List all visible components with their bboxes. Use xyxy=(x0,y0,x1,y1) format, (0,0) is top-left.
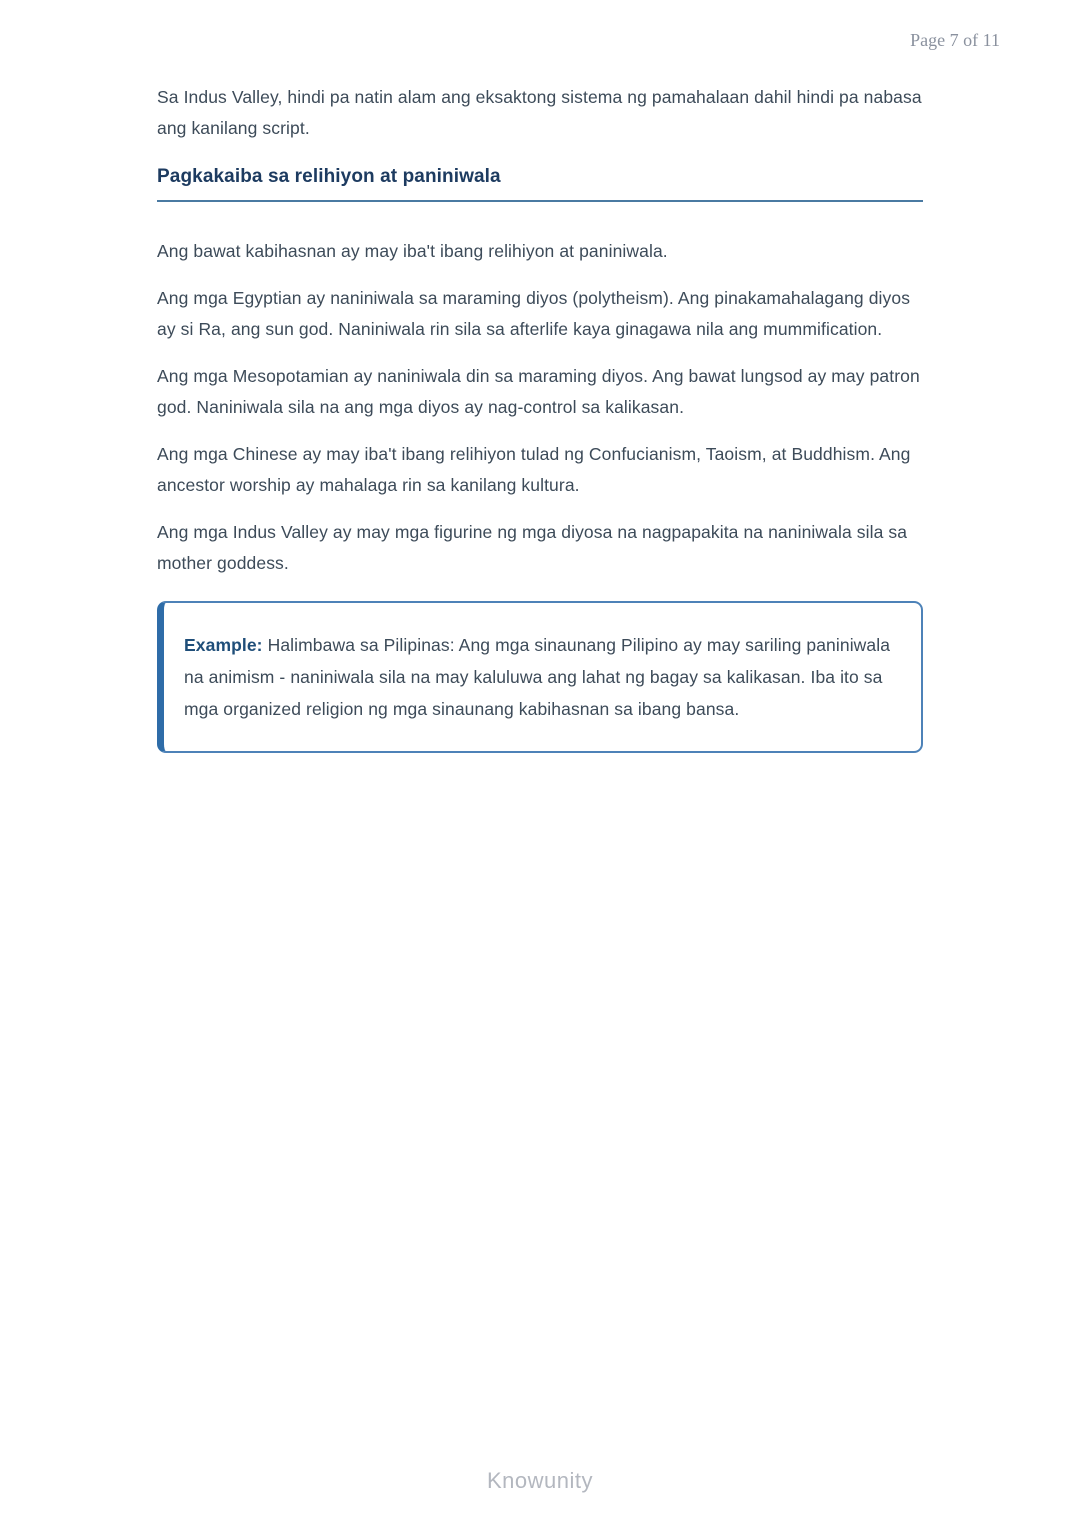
page-indicator: Page 7 of 11 xyxy=(910,30,1000,50)
example-callout-box xyxy=(157,601,923,753)
example-text xyxy=(184,629,893,725)
body-paragraph: Ang bawat kabihasnan ay may iba't ibang relihiyon at paniniwala. xyxy=(157,241,668,261)
heading-underline xyxy=(157,200,923,202)
body-paragraph: Ang mga Indus Valley ay may mga figurine ng mga diyosa na nagpapakita na naniniwala sila sa mother goddess. xyxy=(157,522,908,573)
example-label: Example: xyxy=(184,635,263,655)
intro-paragraph: Sa Indus Valley, hindi pa natin alam ang eksaktong sistema ng pamahalaan dahil hindi pa nabasa ang kanilang script. xyxy=(157,87,922,138)
footer-brand: Knowunity xyxy=(486,1468,593,1493)
body-paragraph: Ang mga Mesopotamian ay naniniwala din sa maraming diyos. Ang bawat lungsod ay may patron god. Naniniwala sila na ang mga diyos ay nag-control sa kalikasan. xyxy=(157,366,920,417)
document-content xyxy=(157,82,923,753)
body-paragraph: Ang mga Chinese ay may iba't ibang relihiyon tulad ng Confucianism, Taoism, at Buddhism. Ang ancestor worship ay mahalaga rin sa kanilang kultura. xyxy=(157,444,911,495)
body-paragraph: Ang mga Egyptian ay naniniwala sa maraming diyos (polytheism). Ang pinakamahalagang diyos ay si Ra, ang sun god. Naniniwala rin sila sa afterlife kaya ginagawa nila ang mummification. xyxy=(157,288,911,339)
example-body: Halimbawa sa Pilipinas: Ang mga sinaunang Pilipino ay may sariling paniniwala na animism - naniniwala sila na may kaluluwa ang lahat ng bagay sa kalikasan. Iba ito sa mga organized religion ng mga sinaunang kabihasnan sa ibang bansa. xyxy=(184,635,891,719)
section-heading: Pagkakaiba sa relihiyon at paniniwala xyxy=(157,166,501,187)
